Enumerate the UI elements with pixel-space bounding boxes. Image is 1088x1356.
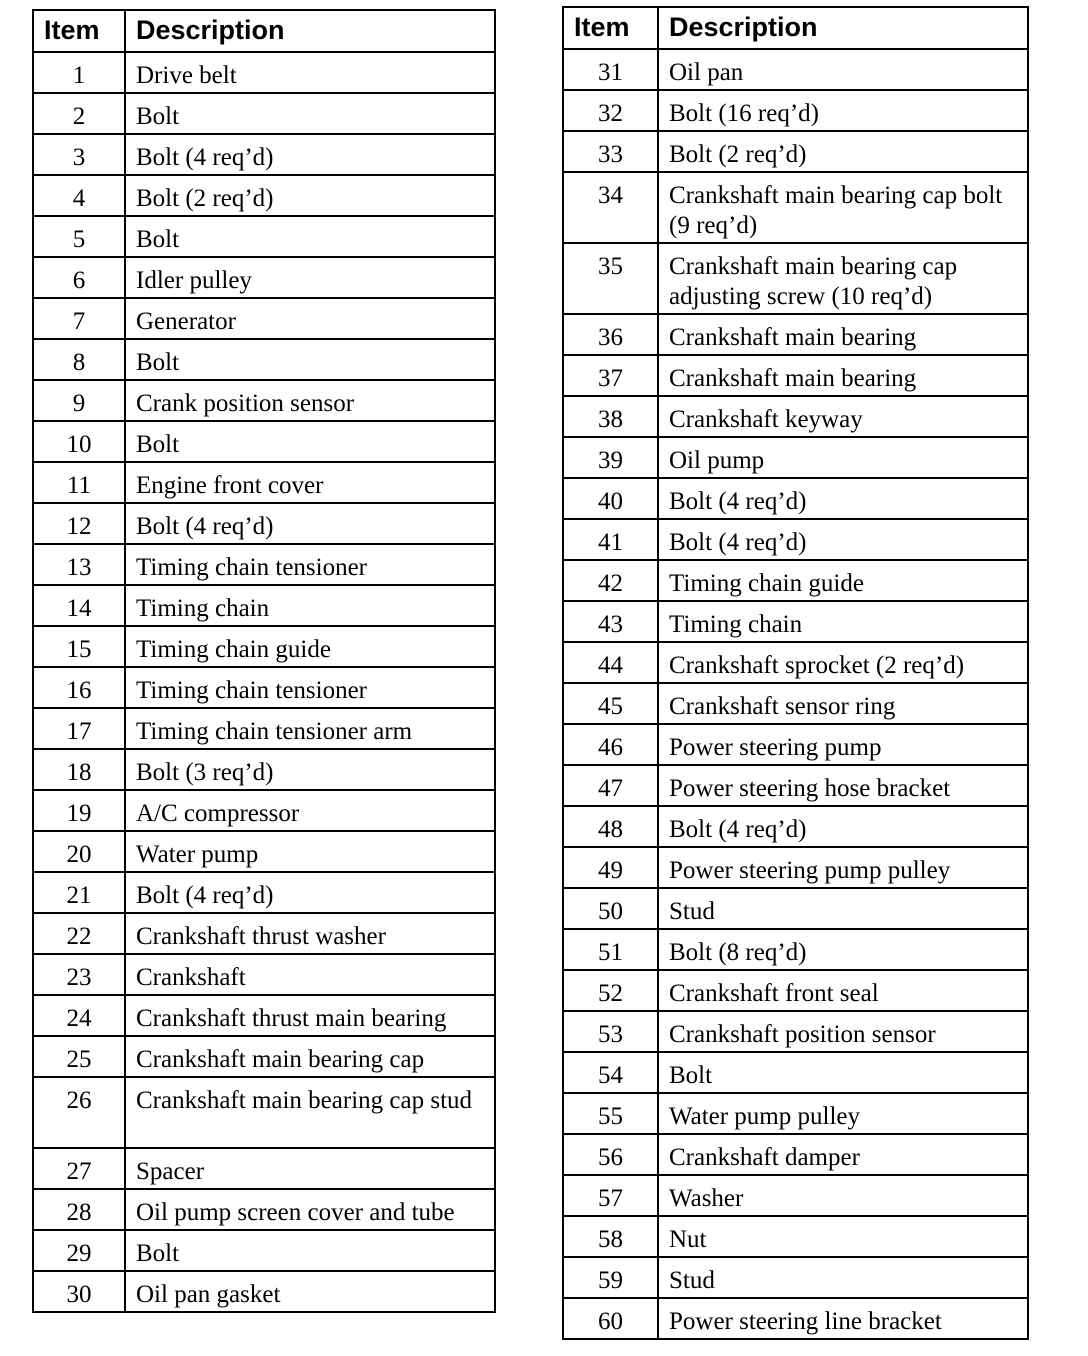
table-row xyxy=(563,478,1028,519)
description-cell: Bolt (16 req’d) xyxy=(658,90,1028,131)
description-cell: Oil pan xyxy=(658,49,1028,90)
item-number-cell: 12 xyxy=(33,503,125,544)
description-cell: Stud xyxy=(658,888,1028,929)
item-number-cell: 50 xyxy=(563,888,658,929)
table-row xyxy=(563,601,1028,642)
table-row xyxy=(563,1216,1028,1257)
table-row xyxy=(563,1257,1028,1298)
item-number-cell: 2 xyxy=(33,93,125,134)
description-cell: Power steering pump pulley xyxy=(658,847,1028,888)
description-cell: Bolt (3 req’d) xyxy=(125,749,495,790)
item-number-cell: 33 xyxy=(563,131,658,172)
item-number-cell: 13 xyxy=(33,544,125,585)
table-row xyxy=(563,1011,1028,1052)
table-row xyxy=(563,1298,1028,1339)
table-row xyxy=(563,90,1028,131)
item-number-cell: 48 xyxy=(563,806,658,847)
item-number-cell: 40 xyxy=(563,478,658,519)
description-cell: Idler pulley xyxy=(125,257,495,298)
description-cell: Crankshaft main bearing cap bolt (9 req’d) xyxy=(658,172,1028,243)
item-number-cell: 8 xyxy=(33,339,125,380)
item-number-cell: 5 xyxy=(33,216,125,257)
parts-table-right xyxy=(562,6,1029,1340)
table-row xyxy=(563,1175,1028,1216)
item-number-cell: 42 xyxy=(563,560,658,601)
table-row xyxy=(33,995,495,1036)
table-row xyxy=(563,396,1028,437)
item-number-cell: 32 xyxy=(563,90,658,131)
description-cell: Crankshaft sensor ring xyxy=(658,683,1028,724)
item-number-cell: 43 xyxy=(563,601,658,642)
table-row xyxy=(563,724,1028,765)
description-cell: Drive belt xyxy=(125,52,495,93)
description-cell: Nut xyxy=(658,1216,1028,1257)
item-number-cell: 35 xyxy=(563,243,658,314)
table-row xyxy=(563,847,1028,888)
item-number-cell: 36 xyxy=(563,314,658,355)
table-row xyxy=(563,437,1028,478)
description-column-header: Description xyxy=(658,7,1028,49)
table-row xyxy=(563,970,1028,1011)
table-row xyxy=(33,954,495,995)
table-row xyxy=(563,131,1028,172)
description-cell: Oil pump xyxy=(658,437,1028,478)
description-cell: Timing chain tensioner xyxy=(125,667,495,708)
description-cell: Crank position sensor xyxy=(125,380,495,421)
item-number-cell: 14 xyxy=(33,585,125,626)
item-number-cell: 7 xyxy=(33,298,125,339)
description-cell: Crankshaft main bearing xyxy=(658,314,1028,355)
table-row xyxy=(563,314,1028,355)
description-cell: Crankshaft front seal xyxy=(658,970,1028,1011)
description-cell: Crankshaft position sensor xyxy=(658,1011,1028,1052)
table-row xyxy=(33,1148,495,1189)
item-number-cell: 44 xyxy=(563,642,658,683)
description-cell: Crankshaft keyway xyxy=(658,396,1028,437)
item-number-cell: 10 xyxy=(33,421,125,462)
table-row xyxy=(33,52,495,93)
item-number-cell: 22 xyxy=(33,913,125,954)
table-row xyxy=(563,172,1028,243)
table-row xyxy=(33,1036,495,1077)
description-cell: Water pump pulley xyxy=(658,1093,1028,1134)
item-number-cell: 58 xyxy=(563,1216,658,1257)
header-row xyxy=(563,7,1028,49)
table-row xyxy=(563,560,1028,601)
table-row xyxy=(33,544,495,585)
item-number-cell: 15 xyxy=(33,626,125,667)
description-cell: Bolt (4 req’d) xyxy=(658,519,1028,560)
description-cell: Crankshaft damper xyxy=(658,1134,1028,1175)
description-cell: Stud xyxy=(658,1257,1028,1298)
table-row xyxy=(33,503,495,544)
item-number-cell: 21 xyxy=(33,872,125,913)
description-cell: Crankshaft sprocket (2 req’d) xyxy=(658,642,1028,683)
item-number-cell: 41 xyxy=(563,519,658,560)
table-row xyxy=(33,872,495,913)
item-number-cell: 30 xyxy=(33,1271,125,1312)
table-row xyxy=(33,216,495,257)
table-row xyxy=(33,1189,495,1230)
item-number-cell: 59 xyxy=(563,1257,658,1298)
item-number-cell: 52 xyxy=(563,970,658,1011)
item-column-header: Item xyxy=(33,10,125,52)
item-number-cell: 39 xyxy=(563,437,658,478)
item-number-cell: 37 xyxy=(563,355,658,396)
item-number-cell: 23 xyxy=(33,954,125,995)
item-number-cell: 6 xyxy=(33,257,125,298)
description-cell: Bolt (2 req’d) xyxy=(658,131,1028,172)
description-cell: Bolt xyxy=(125,339,495,380)
table-row xyxy=(563,1134,1028,1175)
description-cell: Timing chain guide xyxy=(658,560,1028,601)
description-cell: Bolt xyxy=(125,93,495,134)
description-cell: Bolt xyxy=(125,1230,495,1271)
description-cell: Bolt (4 req’d) xyxy=(658,806,1028,847)
item-number-cell: 3 xyxy=(33,134,125,175)
table-row xyxy=(33,462,495,503)
description-cell: Power steering pump xyxy=(658,724,1028,765)
description-cell: Bolt xyxy=(658,1052,1028,1093)
table-row xyxy=(563,683,1028,724)
description-cell: Crankshaft thrust washer xyxy=(125,913,495,954)
table-row xyxy=(563,1052,1028,1093)
item-number-cell: 20 xyxy=(33,831,125,872)
table-row xyxy=(33,1077,495,1148)
table-row xyxy=(563,243,1028,314)
item-number-cell: 31 xyxy=(563,49,658,90)
description-cell: Timing chain tensioner arm xyxy=(125,708,495,749)
item-number-cell: 56 xyxy=(563,1134,658,1175)
description-cell: Power steering hose bracket xyxy=(658,765,1028,806)
table-row xyxy=(33,175,495,216)
description-cell: Crankshaft thrust main bearing xyxy=(125,995,495,1036)
item-number-cell: 51 xyxy=(563,929,658,970)
description-cell: Spacer xyxy=(125,1148,495,1189)
item-number-cell: 18 xyxy=(33,749,125,790)
item-number-cell: 38 xyxy=(563,396,658,437)
description-cell: Water pump xyxy=(125,831,495,872)
table-row xyxy=(33,339,495,380)
item-number-cell: 4 xyxy=(33,175,125,216)
description-cell: Crankshaft main bearing xyxy=(658,355,1028,396)
table-row xyxy=(33,831,495,872)
item-number-cell: 45 xyxy=(563,683,658,724)
description-cell: Timing chain tensioner xyxy=(125,544,495,585)
item-number-cell: 46 xyxy=(563,724,658,765)
item-number-cell: 9 xyxy=(33,380,125,421)
header-row xyxy=(33,10,495,52)
description-cell: A/C compressor xyxy=(125,790,495,831)
table-row xyxy=(33,421,495,462)
item-number-cell: 55 xyxy=(563,1093,658,1134)
table-row xyxy=(33,708,495,749)
description-cell: Bolt (4 req’d) xyxy=(658,478,1028,519)
table-row xyxy=(33,134,495,175)
table-row xyxy=(563,1093,1028,1134)
item-number-cell: 16 xyxy=(33,667,125,708)
item-number-cell: 47 xyxy=(563,765,658,806)
description-cell: Power steering line bracket xyxy=(658,1298,1028,1339)
item-number-cell: 27 xyxy=(33,1148,125,1189)
description-cell: Timing chain xyxy=(125,585,495,626)
item-number-cell: 24 xyxy=(33,995,125,1036)
description-cell: Generator xyxy=(125,298,495,339)
description-cell: Bolt (8 req’d) xyxy=(658,929,1028,970)
description-cell: Oil pump screen cover and tube xyxy=(125,1189,495,1230)
table-row xyxy=(33,93,495,134)
table-row xyxy=(563,765,1028,806)
description-cell: Bolt (4 req’d) xyxy=(125,872,495,913)
description-cell: Crankshaft main bearing cap stud xyxy=(125,1077,495,1148)
description-cell: Bolt (2 req’d) xyxy=(125,175,495,216)
item-number-cell: 53 xyxy=(563,1011,658,1052)
item-number-cell: 28 xyxy=(33,1189,125,1230)
description-cell: Crankshaft xyxy=(125,954,495,995)
item-number-cell: 1 xyxy=(33,52,125,93)
item-number-cell: 11 xyxy=(33,462,125,503)
table-row xyxy=(563,355,1028,396)
description-cell: Bolt xyxy=(125,216,495,257)
item-number-cell: 29 xyxy=(33,1230,125,1271)
description-cell: Crankshaft main bearing cap adjusting screw (10 req’d) xyxy=(658,243,1028,314)
table-row xyxy=(33,749,495,790)
description-cell: Engine front cover xyxy=(125,462,495,503)
description-cell: Bolt (4 req’d) xyxy=(125,503,495,544)
description-cell: Timing chain xyxy=(658,601,1028,642)
description-cell: Timing chain guide xyxy=(125,626,495,667)
parts-table-left xyxy=(32,9,496,1313)
item-number-cell: 26 xyxy=(33,1077,125,1148)
table-row xyxy=(563,888,1028,929)
item-column-header: Item xyxy=(563,7,658,49)
table-row xyxy=(33,257,495,298)
description-cell: Bolt xyxy=(125,421,495,462)
table-row xyxy=(33,1271,495,1312)
item-number-cell: 60 xyxy=(563,1298,658,1339)
item-number-cell: 25 xyxy=(33,1036,125,1077)
description-cell: Oil pan gasket xyxy=(125,1271,495,1312)
table-row xyxy=(33,790,495,831)
table-row xyxy=(563,806,1028,847)
item-number-cell: 19 xyxy=(33,790,125,831)
table-row xyxy=(563,49,1028,90)
description-column-header: Description xyxy=(125,10,495,52)
table-row xyxy=(33,913,495,954)
table-row xyxy=(563,929,1028,970)
table-row xyxy=(33,380,495,421)
table-row xyxy=(33,298,495,339)
item-number-cell: 54 xyxy=(563,1052,658,1093)
table-row xyxy=(563,642,1028,683)
item-number-cell: 17 xyxy=(33,708,125,749)
table-row xyxy=(33,667,495,708)
table-row xyxy=(33,1230,495,1271)
description-cell: Bolt (4 req’d) xyxy=(125,134,495,175)
description-cell: Washer xyxy=(658,1175,1028,1216)
item-number-cell: 57 xyxy=(563,1175,658,1216)
table-row xyxy=(33,626,495,667)
item-number-cell: 34 xyxy=(563,172,658,243)
item-number-cell: 49 xyxy=(563,847,658,888)
description-cell: Crankshaft main bearing cap xyxy=(125,1036,495,1077)
table-row xyxy=(563,519,1028,560)
table-row xyxy=(33,585,495,626)
